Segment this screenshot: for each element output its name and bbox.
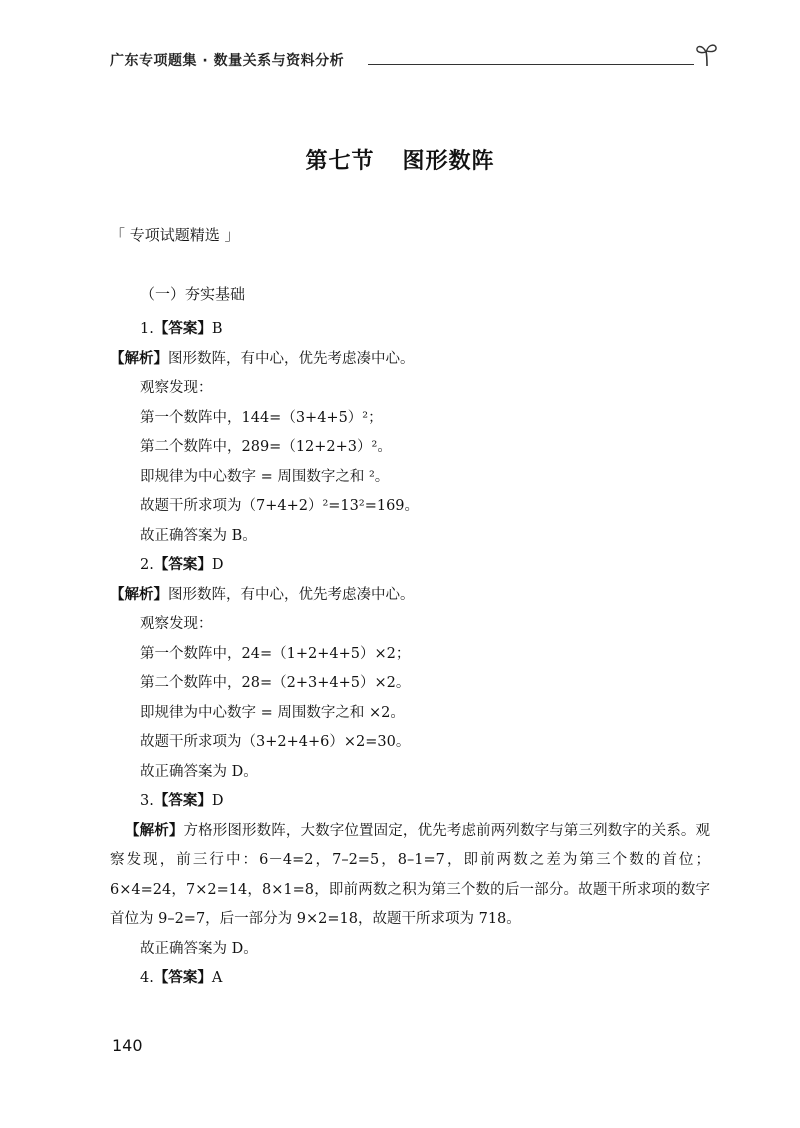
title-section-name: 图形数阵 bbox=[402, 149, 495, 174]
q2-analysis-text: 图形数阵，有中心，优先考虑凑中心。 bbox=[168, 586, 415, 603]
q1-analysis-text: 图形数阵，有中心，优先考虑凑中心。 bbox=[168, 350, 415, 367]
section-label: 「 专项试题精选 」 bbox=[110, 226, 240, 244]
q4-answer-line bbox=[110, 964, 710, 994]
q2-line-6: 故题干所求项为（3+2+4+6）×2=30。 bbox=[140, 734, 411, 750]
q4-answer-tag: 【答案】 bbox=[153, 970, 212, 986]
q3-answer: D bbox=[211, 793, 224, 809]
q2-answer-tag: 【答案】 bbox=[153, 557, 212, 573]
subsection-heading: （一）夯实基础 bbox=[140, 285, 246, 303]
q3-number: 3. bbox=[140, 793, 154, 809]
q2-conclusion: 故正确答案为 D。 bbox=[140, 763, 258, 780]
q3-answer-line bbox=[110, 787, 710, 817]
header-title: 广东专项题集 · 数量关系与资料分析 bbox=[110, 53, 345, 69]
title-section-number: 第七节 bbox=[305, 149, 375, 174]
q3-analysis-paragraph bbox=[110, 817, 710, 935]
q3-answer-tag: 【答案】 bbox=[153, 793, 212, 809]
q1-conclusion: 故正确答案为 B。 bbox=[140, 527, 257, 544]
q1-answer-line bbox=[110, 315, 710, 345]
running-header bbox=[110, 50, 720, 72]
q3-analysis-tag: 【解析】 bbox=[125, 822, 184, 839]
q2-line-5: 即规律为中心数字 = 周围数字之和 ×2。 bbox=[140, 704, 405, 721]
q1-analysis-line bbox=[110, 345, 710, 375]
sprout-icon bbox=[694, 40, 720, 68]
q1-answer: B bbox=[211, 321, 223, 337]
q1-analysis-tag: 【解析】 bbox=[110, 350, 168, 367]
q2-analysis-tag: 【解析】 bbox=[110, 586, 168, 603]
q3-conclusion: 故正确答案为 D。 bbox=[140, 940, 258, 957]
q1-line-6: 故题干所求项为（7+4+2）²=13²=169。 bbox=[140, 498, 420, 514]
q1-line-5: 即规律为中心数字 = 周围数字之和 ²。 bbox=[140, 468, 390, 485]
q1-line-3: 第一个数阵中，144=（3+4+5）²； bbox=[140, 409, 383, 426]
q2-line-3: 第一个数阵中，24=（1+2+4+5）×2； bbox=[140, 645, 411, 662]
q2-analysis-line bbox=[110, 581, 710, 611]
q4-answer: A bbox=[211, 970, 223, 986]
q3-analysis-text: 方格形图形数阵，大数字位置固定，优先考虑前两列数字与第三列数字的关系。观察发现，前三行中：6－4=2，7–2=5，8–1=7，即前两数之差为第三个数的首位；6×4=24，7×2=14，8×1=8，即前两数之积为第三个数的后一部分。故题干所求项的数字首位为 9–2=7，后一部分为 9×2=18，故题干所求项为 718。 bbox=[110, 822, 710, 927]
q1-answer-tag: 【答案】 bbox=[153, 321, 212, 337]
page-number: 140 bbox=[112, 1036, 143, 1055]
q2-answer: D bbox=[211, 557, 224, 573]
q1-line-4: 第二个数阵中，289=（12+2+3）²。 bbox=[140, 439, 392, 455]
q1-line-2: 观察发现： bbox=[140, 380, 213, 396]
q2-line-2: 观察发现： bbox=[140, 616, 213, 632]
q4-number: 4. bbox=[140, 970, 154, 986]
q2-answer-line bbox=[110, 551, 710, 581]
q2-line-4: 第二个数阵中，28=（2+3+4+5）×2。 bbox=[140, 675, 411, 691]
page-title bbox=[0, 144, 800, 175]
header-rule bbox=[368, 64, 694, 65]
answers-content bbox=[110, 315, 710, 994]
q1-number: 1. bbox=[140, 321, 154, 337]
q2-number: 2. bbox=[140, 557, 154, 573]
